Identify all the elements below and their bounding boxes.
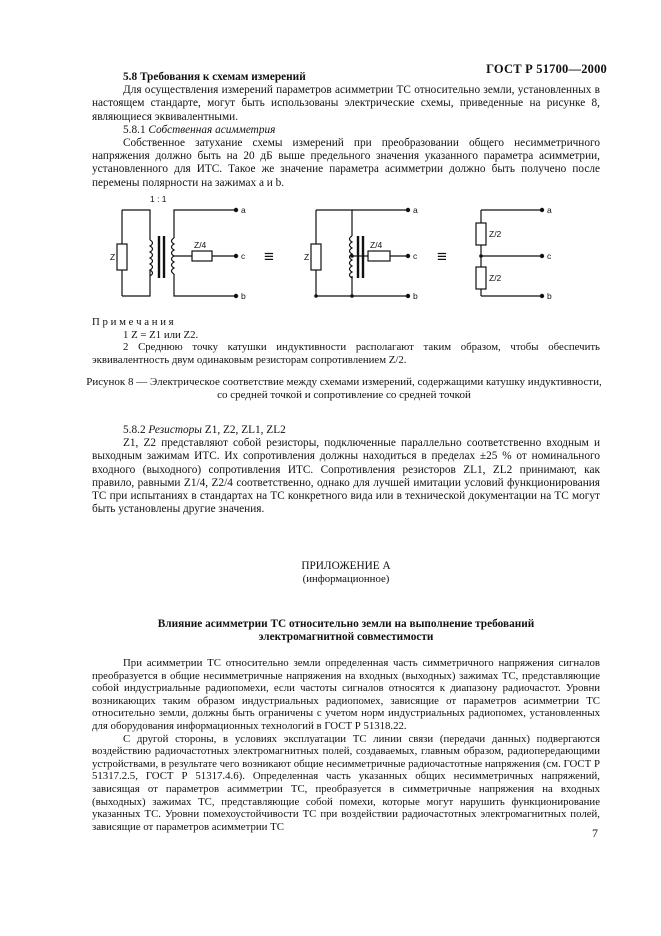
caption-line-1: Рисунок 8 — Электрическое соответствие между схемами измерений, содержащими катушку индуктивности, (86, 376, 602, 388)
equivalence-symbol-1: ≡ (264, 247, 274, 266)
figure-8-caption (64, 376, 624, 403)
terminal-c-1: c (241, 251, 246, 261)
z-label-1: Z (110, 252, 116, 262)
subsection-5-8-2-heading (92, 424, 600, 437)
subsection-title: Собственная асимметрия (148, 123, 276, 136)
subsection-number: 5.8.2 (123, 424, 146, 436)
terminal-b-2: b (413, 291, 418, 301)
section-intro: Для осуществления измерений параметров асимметрии ТС относительно земли, установленных в настоящем стандарте, могут быть использованы электрические схемы, приведенные на рисунке 8, являющиеся эквивалентными. (92, 84, 600, 123)
subsection-number: 5.8.1 (123, 123, 146, 136)
terminal-b-3: b (547, 291, 552, 301)
terminal-c-3: c (547, 251, 552, 261)
document-id-header: ГОСТ Р 51700—2000 (486, 62, 607, 76)
appendix-title: ПРИЛОЖЕНИЕ А (301, 560, 391, 572)
z4-label-1: Z/4 (194, 240, 207, 250)
terminal-a-1: a (241, 205, 246, 215)
appendix-heading (92, 618, 600, 644)
appendix-paragraph-2: С другой стороны, в условиях эксплуатации ТС линии связи (передачи данных) подвергаются воздействию радиочастотных электромагнитных полей, создаваемых, главным образом, радиопередающими устройствами, в результате чего возникают общие несимметричные радиочастотные напряжения (см. ГОСТ Р 51317.2.5, ГОСТ Р 51317.4.6). Определенная часть указанных общих несимметричных напряжений, зависящая от параметров асимметрии ТС, преобразуется в симметричные напряжения на входных (выходных) зажимах ТС, представляющие собой помехи, которые могут нарушить функционирование указанных ТС. Уровни помехоустойчивости ТС при воздействии радиочастотных электромагнитных полей, зависящие от параметров асимметрии ТС (92, 732, 600, 833)
appendix-heading-line-2: электромагнитной совместимости (258, 631, 434, 644)
appendix-paragraph-1: При асимметрии ТС относительно земли определенная часть симметричного напряжения сигналов преобразуется в общие несимметричные напряжения на входных (выходных) зажимах ТС, представляющие собой индустриальные радиопомехи, если частоты сигналов относятся к диапазону радиочастот. Уровни возникающих таким образом индустриальных радиопомех, зависящие от параметров асимметрии ТС относительно земли, должны быть ограничены с учетом норм индустриальных радиопомех, установленных для оборудования информационных технологий в ГОСТ Р 51318.22. (92, 657, 600, 732)
appendix-body (92, 657, 600, 833)
terminal-a-2: a (413, 205, 418, 215)
equivalence-symbol-2: ≡ (437, 247, 447, 266)
figure-notes (92, 316, 600, 366)
subsection-5-8-2-text: Z1, Z2 представляют собой резисторы, подключенные параллельно соответственно входным и выходным зажимам ИТС. Их сопротивления должны находиться в пределах ±25 % от номинального входного (выходного) сопротивления ИТС. Сопротивления резисторов ZL1, ZL2 принимают, как правило, равными Z1/4, Z2/4 соответственно, однако для лучшей имитации условий функционирования ТС при испытаниях в стандартах на ТС конкретного вида или в технической документации на ТС могут быть установлены другие значения. (92, 437, 600, 516)
z2-label-lower: Z/2 (489, 273, 502, 283)
section-5-8-2 (92, 424, 600, 516)
terminal-a-3: a (547, 205, 552, 215)
z2-label-upper: Z/2 (489, 229, 502, 239)
z-label-2: Z (304, 252, 310, 262)
figure-8-circuit-diagrams (100, 192, 580, 312)
section-title: 5.8 Требования к схемам измерений (123, 71, 306, 83)
subsection-5-8-1-heading (92, 124, 600, 137)
note-1: 1 Z = Z1 или Z2. (123, 328, 199, 341)
section-5-8 (92, 71, 600, 190)
ratio-label: 1 : 1 (150, 194, 167, 204)
appendix-subtitle: (информационное) (302, 573, 390, 586)
subsection-title: Резисторы (148, 424, 202, 436)
subsection-symbols: Z1, Z2, ZL1, ZL2 (204, 424, 286, 436)
terminal-b-1: b (241, 291, 246, 301)
terminal-c-2: c (413, 251, 418, 261)
appendix-header (92, 560, 600, 586)
caption-line-2: со средней точкой и сопротивление со средней точкой (217, 389, 471, 402)
appendix-heading-line-1: Влияние асимметрии ТС относительно земли на выполнение требований (157, 618, 535, 630)
subsection-5-8-1-text: Собственное затухание схемы измерений при преобразовании общего несимметричного напряжения должно быть на 20 дБ выше предельного значения указанного параметра асимметрии, установленного для ИТС. Такое же значение параметра асимметрии должно быть получено после перемены полярности на зажимах а и b. (92, 137, 600, 189)
notes-title: П р и м е ч а н и я (92, 316, 174, 328)
note-2: 2 Среднюю точку катушки индуктивности располагают таким образом, чтобы обеспечить эквивалентность двум одинаковым резисторам сопротивлением Z/2. (92, 341, 600, 366)
page-number: 7 (592, 826, 598, 840)
z4-label-2: Z/4 (370, 240, 383, 250)
